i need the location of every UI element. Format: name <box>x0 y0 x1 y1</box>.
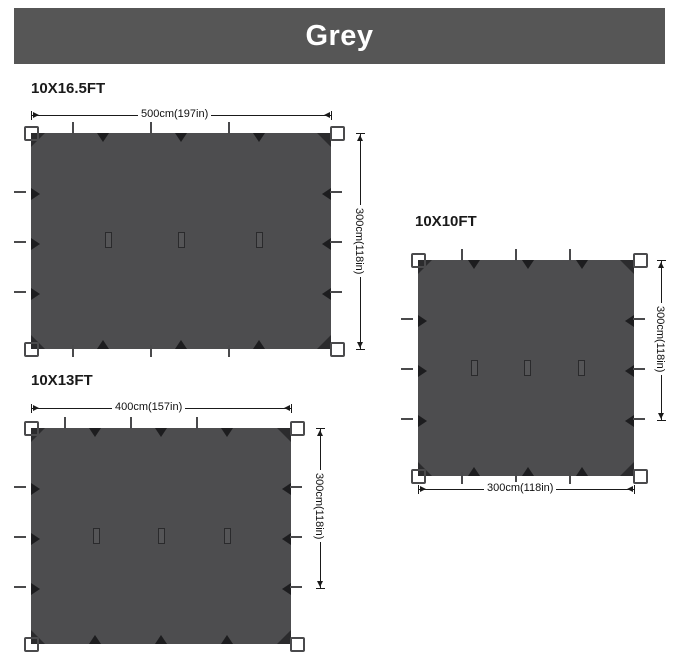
loop-tab-top <box>522 260 534 269</box>
loop-tab-left <box>418 315 427 327</box>
dim-width-10x16-5ft-text: 500cm(197in) <box>138 108 211 120</box>
corner-bottom-right-icon <box>620 462 634 476</box>
loop-tab-left <box>31 533 40 545</box>
loop-tab-top <box>468 260 480 269</box>
loop-tab-bottom <box>253 340 265 349</box>
loop-tab-left <box>418 415 427 427</box>
loop-tab-bottom <box>468 467 480 476</box>
corner-bottom-right-icon <box>317 335 331 349</box>
loop-tab-bottom <box>89 635 101 644</box>
dim-height-10x10ft-text: 300cm(118in) <box>654 303 666 375</box>
reinforcement-patch <box>224 528 231 544</box>
loop-tab-left <box>31 238 40 250</box>
corner-bottom-right-icon <box>277 630 291 644</box>
diagram-10x16-5ft <box>0 70 400 370</box>
page-title: Grey <box>305 19 374 52</box>
reinforcement-patch <box>105 232 112 248</box>
diagram-10x10ft-label: 10X10FT <box>415 213 477 230</box>
loop-tab-right <box>282 483 291 495</box>
loop-tab-right <box>625 415 634 427</box>
loop-tab-top <box>576 260 588 269</box>
loop-tab-left <box>418 365 427 377</box>
loop-tab-left <box>31 583 40 595</box>
loop-tab-top <box>175 133 187 142</box>
loop-tab-bottom <box>576 467 588 476</box>
reinforcement-patch <box>256 232 263 248</box>
reinforcement-patch <box>578 360 585 376</box>
loop-tab-right <box>282 583 291 595</box>
diagram-10x16-5ft-label: 10X16.5FT <box>31 80 106 97</box>
reinforcement-patch <box>178 232 185 248</box>
loop-tab-top <box>89 428 101 437</box>
diagram-10x13ft <box>0 360 340 654</box>
corner-top-right-icon <box>277 428 291 442</box>
reinforcement-patch <box>158 528 165 544</box>
corner-top-right-icon <box>317 133 331 147</box>
header-banner <box>14 8 665 64</box>
diagram-10x10ft <box>405 205 679 505</box>
loop-tab-right <box>625 315 634 327</box>
reinforcement-patch <box>524 360 531 376</box>
loop-tab-bottom <box>221 635 233 644</box>
loop-tab-top <box>253 133 265 142</box>
corner-top-right-icon <box>620 260 634 274</box>
loop-tab-right <box>282 533 291 545</box>
loop-tab-top <box>97 133 109 142</box>
loop-tab-right <box>322 238 331 250</box>
loop-tab-bottom <box>155 635 167 644</box>
loop-tab-bottom <box>522 467 534 476</box>
loop-tab-right <box>322 288 331 300</box>
loop-tab-top <box>155 428 167 437</box>
diagram-10x13ft-label: 10X13FT <box>31 372 93 389</box>
tarp-body-10x13ft <box>31 428 291 644</box>
loop-tab-right <box>322 188 331 200</box>
tarp-body-10x10ft <box>418 260 634 476</box>
dim-width-10x10ft-text: 300cm(118in) <box>484 482 556 494</box>
loop-tab-top <box>221 428 233 437</box>
dim-width-10x13ft-text: 400cm(157in) <box>112 401 185 413</box>
loop-tab-left <box>31 188 40 200</box>
dim-height-10x16-5ft-text: 300cm(118in) <box>353 205 365 277</box>
tarp-body-10x16-5ft <box>31 133 331 349</box>
loop-tab-bottom <box>175 340 187 349</box>
loop-tab-left <box>31 483 40 495</box>
reinforcement-patch <box>471 360 478 376</box>
reinforcement-patch <box>93 528 100 544</box>
loop-tab-left <box>31 288 40 300</box>
dim-height-10x13ft-text: 300cm(118in) <box>313 470 325 542</box>
loop-tab-bottom <box>97 340 109 349</box>
loop-tab-right <box>625 365 634 377</box>
